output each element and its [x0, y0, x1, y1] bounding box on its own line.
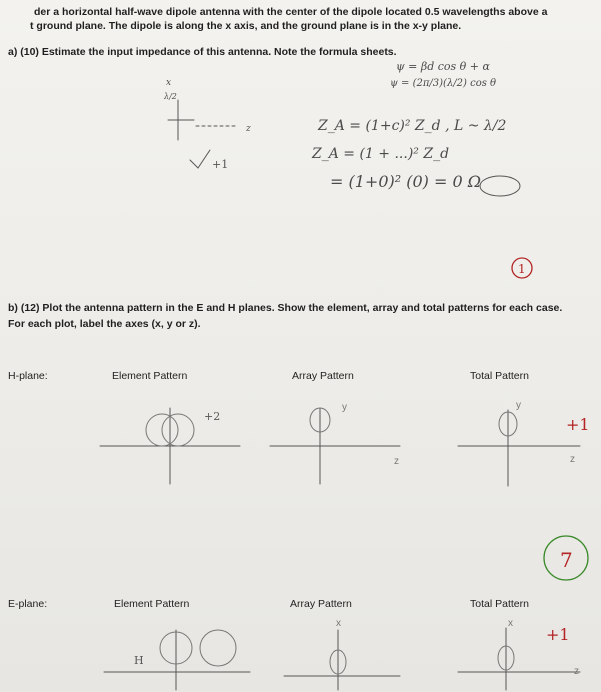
psi-equation-2: ψ = (2π/3)(λ/2) cos θ [390, 78, 497, 89]
svg-text:z: z [574, 666, 579, 677]
eplane-row-label: E-plane: [8, 598, 48, 610]
problem-intro-line1: der a horizontal half-wave dipole antenna with the center of the dipole located 0.5 wavelengths above a [34, 6, 548, 18]
hplane-array-axes [270, 402, 400, 484]
svg-text:z: z [394, 456, 399, 467]
svg-text:x: x [336, 618, 341, 629]
eplane-element-axes [104, 630, 250, 690]
impedance-equation-1: Z_A = (1+c)² Z_d , L ~ λ/2 [318, 118, 507, 134]
score-circle-b [544, 536, 588, 580]
svg-text:+1: +1 [212, 158, 229, 171]
hplane-element-axes [100, 408, 240, 484]
eplane-element-label: Element Pattern [114, 598, 190, 610]
svg-text:z: z [570, 454, 575, 465]
problem-intro-line2: t ground plane. The dipole is along the x axis, and the ground plane is in the x-y plane. [30, 20, 462, 32]
svg-text:+2: +2 [204, 410, 221, 423]
eplane-plus-one: +1 [546, 625, 570, 644]
hplane-row-label: H-plane: [8, 370, 48, 382]
svg-text:H: H [134, 654, 144, 667]
part-b-question-line2: For each plot, label the axes (x, y or z). [8, 318, 201, 330]
sketch-z-label: z [246, 124, 251, 134]
answer-oval [480, 176, 520, 196]
psi-equation-1: ψ = βd cos θ + α [396, 60, 490, 73]
score-part-a: 1 [518, 262, 526, 276]
hplane-total-axes [458, 400, 580, 486]
svg-text:y: y [342, 402, 347, 413]
eplane-array-label: Array Pattern [290, 598, 352, 610]
eplane-total-axes [458, 618, 580, 690]
svg-text:y: y [516, 400, 521, 411]
svg-text:x: x [508, 618, 513, 629]
impedance-equation-2: Z_A = (1 + ...)² Z_d [312, 146, 450, 162]
eplane-total-label: Total Pattern [470, 598, 529, 610]
hplane-plus-one: +1 [566, 415, 590, 434]
part-a-question: a) (10) Estimate the input impedance of this antenna. Note the formula sheets. [8, 46, 397, 58]
score-circle-a [512, 258, 532, 278]
part-b-question-line1: b) (12) Plot the antenna pattern in the E and H planes. Show the element, array and total patterns for each case. [8, 302, 563, 314]
sketch-x-label: x [166, 78, 172, 88]
sketch-checkmark [190, 150, 210, 168]
hplane-total-label: Total Pattern [470, 370, 529, 382]
eplane-array-axes [284, 618, 400, 690]
sketch-lambda-label: λ/2 [164, 92, 177, 101]
hplane-array-label: Array Pattern [292, 370, 354, 382]
impedance-equation-3: = (1+0)² (0) = 0 Ω [330, 172, 482, 191]
score-part-b: 7 [560, 548, 573, 572]
hplane-element-label: Element Pattern [112, 370, 188, 382]
